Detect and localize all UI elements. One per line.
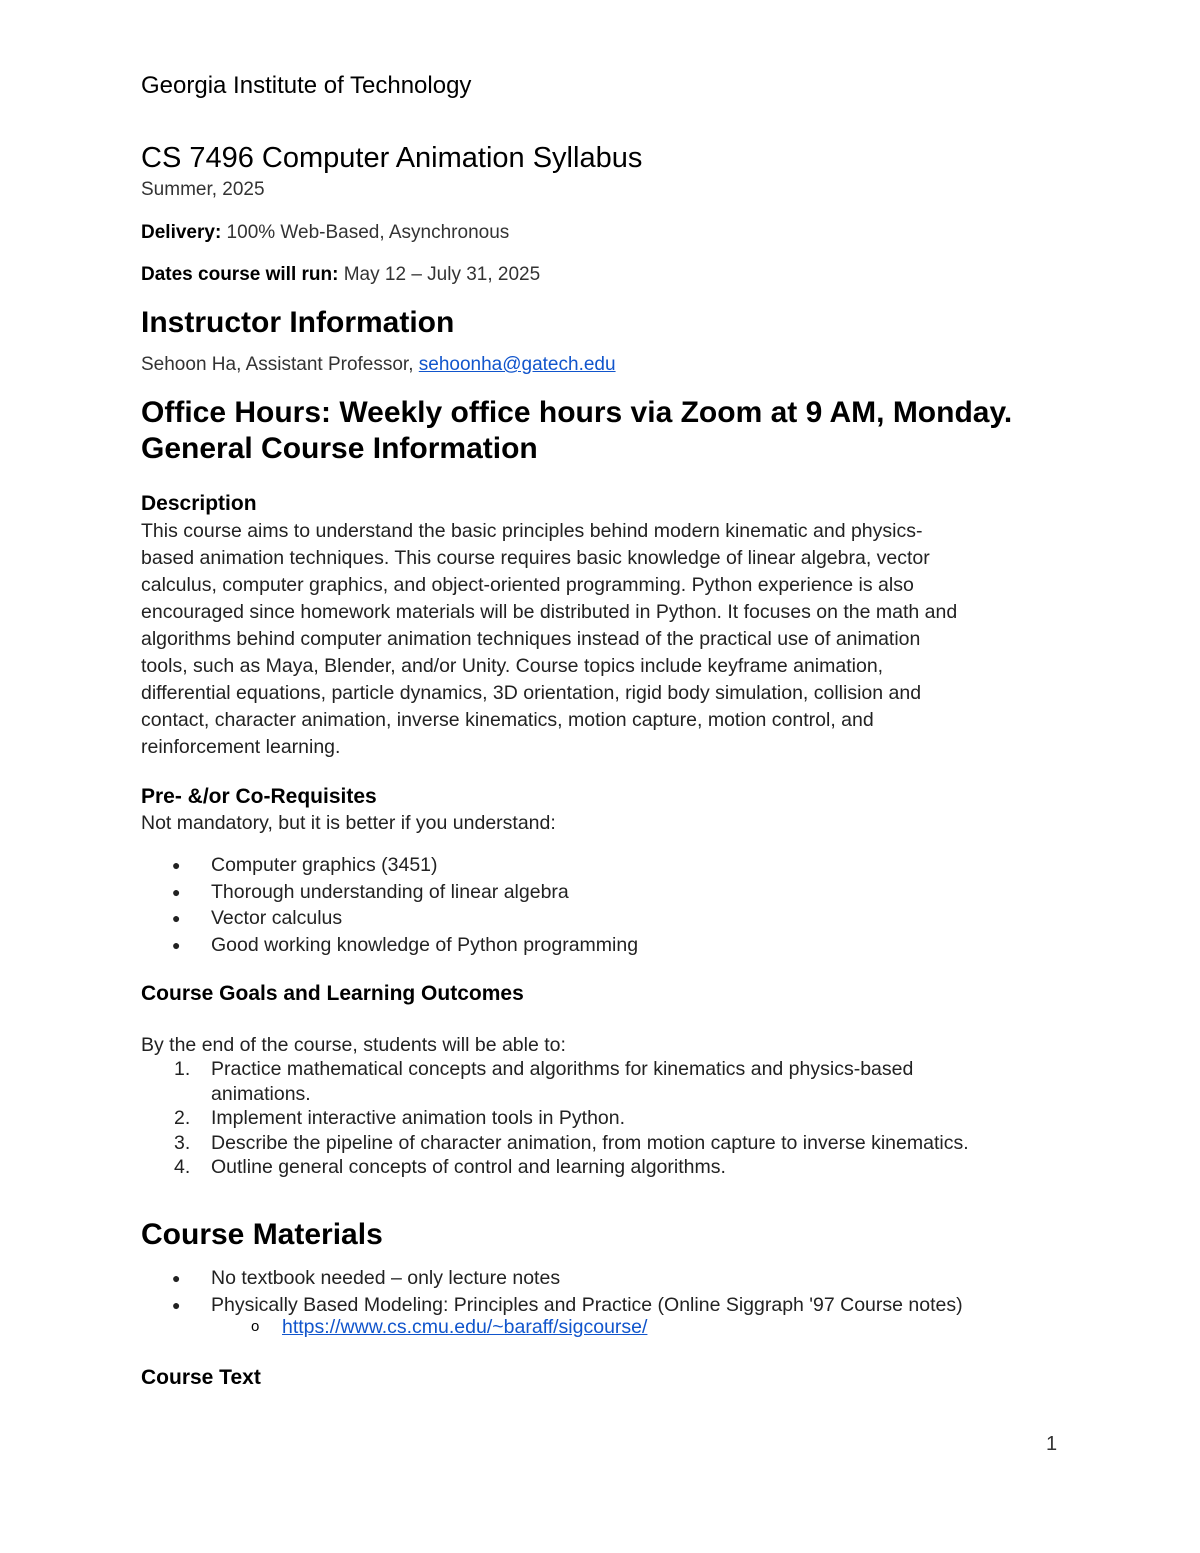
siggraph-notes-link[interactable]: https://www.cs.cmu.edu/~baraff/sigcourse/ [282,1316,648,1338]
course-title: CS 7496 Computer Animation Syllabus [141,142,643,174]
instructor-email-link[interactable]: sehoonha@gatech.edu [418,354,616,375]
prerequisites-heading: Pre- &/or Co-Requisites [141,785,377,808]
list-item [141,1292,963,1319]
list-item-text: Good working knowledge of Python programming [211,934,639,957]
delivery-value: 100% Web-Based, Asynchronous [221,222,510,243]
description-line: calculus, computer graphics, and object-oriented programming. Python experience is also [141,574,914,596]
list-number: 4. [174,1156,191,1179]
description-line: differential equations, particle dynamics, 3D orientation, rigid body simulation, collision and [141,682,922,704]
materials-heading: Course Materials [141,1218,383,1251]
materials-list [141,1265,963,1318]
goals-list [141,1057,969,1180]
list-number: 2. [174,1107,191,1130]
list-item-text: Vector calculus [211,907,343,930]
institution-name: Georgia Institute of Technology [141,72,472,99]
list-item-text: Computer graphics (3451) [211,854,438,876]
list-item-text: Outline general concepts of control and learning algorithms. [211,1156,726,1179]
dates-value: May 12 – July 31, 2025 [338,264,541,285]
list-item-text: Describe the pipeline of character animation, from motion capture to inverse kinematics. [211,1131,969,1154]
list-number: 1. [174,1058,191,1080]
bullet-icon: ● [172,910,181,927]
description-line: tools, such as Maya, Blender, and/or Unity. Course topics include keyframe animation, [141,655,884,677]
list-item [141,905,638,932]
instructor-line [141,354,616,376]
description-heading: Description [141,492,257,515]
delivery-line [141,222,509,244]
instructor-name: Sehoon Ha, Assistant Professor, [141,354,419,375]
page-number: 1 [1046,1433,1058,1455]
list-item-text: No textbook needed – only lecture notes [211,1267,561,1289]
office-hours-heading: Office Hours: Weekly office hours via Zoom at 9 AM, Monday. [141,396,1013,429]
list-item [141,1155,969,1180]
prerequisites-list [141,852,638,959]
list-item [141,932,638,959]
goals-heading: Course Goals and Learning Outcomes [141,982,524,1005]
list-item-text: animations. [211,1082,311,1105]
description-line: contact, character animation, inverse kinematics, motion capture, motion control, and [141,709,874,731]
delivery-label: Delivery: [141,222,222,243]
dates-line [141,264,540,286]
list-item [141,1106,969,1131]
list-item-text: Thorough understanding of linear algebra [211,880,569,903]
general-info-heading: General Course Information [141,432,538,465]
course-term: Summer, 2025 [141,179,265,200]
goals-intro: By the end of the course, students will be able to: [141,1034,566,1056]
description-line: This course aims to understand the basic principles behind modern kinematic and physics- [141,520,923,542]
list-item [141,879,638,906]
description-line: algorithms behind computer animation techniques instead of the practical use of animation [141,628,921,650]
circle-bullet-icon: o [251,1318,260,1335]
prerequisites-intro: Not mandatory, but it is better if you understand: [141,812,556,834]
list-item-text: Physically Based Modeling: Principles and Practice (Online Siggraph '97 Course notes) [211,1293,963,1316]
instructor-heading: Instructor Information [141,306,455,339]
list-number: 3. [174,1131,191,1154]
bullet-icon: ● [172,883,181,900]
list-item [141,1131,969,1156]
description-body [141,518,1061,761]
bullet-icon: ● [172,857,181,873]
course-text-heading: Course Text [141,1366,261,1389]
description-line: based animation techniques. This course requires basic knowledge of linear algebra, vector [141,547,930,569]
dates-label: Dates course will run: [141,264,339,285]
syllabus-page [141,0,1061,1553]
list-item [141,1057,969,1106]
description-line: reinforcement learning. [141,736,341,758]
list-item-text: Practice mathematical concepts and algorithms for kinematics and physics-based [211,1058,914,1080]
bullet-icon: ● [172,1296,181,1313]
list-item [141,852,638,879]
bullet-icon: ● [172,1270,181,1286]
bullet-icon: ● [172,937,181,954]
list-item [141,1265,963,1292]
description-line: encouraged since homework materials will be distributed in Python. It focuses on the math and [141,601,958,623]
list-item-text: Implement interactive animation tools in Python. [211,1107,626,1130]
